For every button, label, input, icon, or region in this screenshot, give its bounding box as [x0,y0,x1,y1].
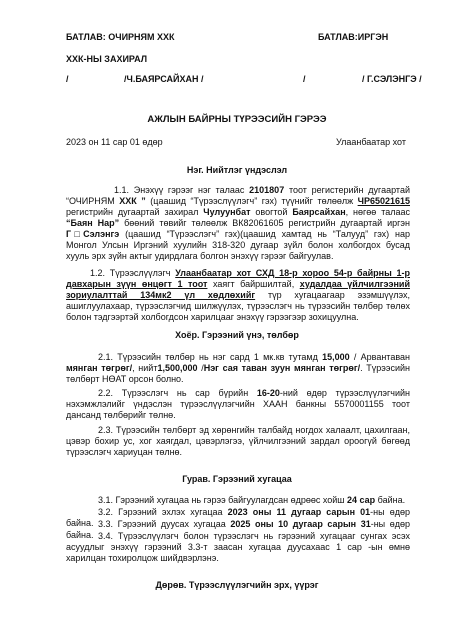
signature-right-name: / Г.СЭЛЭНГЭ / [362,74,422,84]
section-4-heading: Дөрөв. Түрээслүүлэгчийн эрх, үүрэг [155,580,319,590]
clause-3-4: 3.4. Түрээслүүлэгч болон түрээслэгч нь гэрээний хугацааг сунгах эсэх асуудлыг энэхүү гэрээний 3.3-т заасан хугацаа дуусахаас 1 сар -ын өмнө харилцан тохиролцож шийдвэрлэнэ. [66,531,410,563]
clause-1-1: 1.1. Энэхүү гэрээг нэг талаас 2101807 тоот регистерийн дугаартай “ОЧИРНЯМ ХХК ” (цаашид “Түрээслүүлэгч” гэх) түүнийг төлөөлж ЧР65021615 регистрийн дугаартай захирал Чулуунбат овогтой Баярсайхан, нөгөө талаас “Баян Нар” бөөний төвийг төлөөлж ВК82061605 регистрийн дугаартай иргэн Г□Сэлэнгэ (цаашид “Түрээслэгч” гэх)(цаашид хамтад нь “Талууд” гэх) нар Монгол Улсын Иргэний хуулийн 318-320 дугаар зүйл болон холбогдох бусад хууль эрх зүйн актыг удирдлага болгон энэхүү гэрээг байгуулав. [66,185,410,261]
section-1-heading: Нэг. Нийтлэг үндэслэл [186,165,288,175]
approve-right: БАТЛАВ:ИРГЭН [318,32,389,42]
contract-date: 2023 он 11 сар 01 өдөр [66,137,163,147]
clause-1-2: 1.2. Түрээслүүлэгч Улаанбаатар хот СХД 18-р хороо 54-р байрны 1-р давхарын зүүн өнцөгт 1 тоот хаягт байршилтай, худалдаа үйлчилгээний зориулалттай 134мк2 үл хөдлөхийг түр хугацаагаар эзэмшүүлэх, ашиглуулахаар, түрээслэгчид шилжүүлэх, түрээслэгч нь түрээсийн төлбөр төлөх болон тэдгээртэй холбогдсон харилцааг энэхүү гэрээгээр зохицуулна. [66,268,410,322]
clause-2-3: 2.3. Түрээсийн төлбөрт эд хөрөнгийн талбайд ногдох халаалт, цахилгаан, цэвэр бохир ус, хог хаягдал, цэвэрлэгээ, үйлчилгээний зардал ороогүй бөгөөд түрээслэгч хариуцан төлнө. [66,425,410,457]
clause-3-2: 3.2. Гэрээний эхлэх хугацаа 2023 оны 11 дугаар сарын 01-ны өдөр байна. [66,507,410,528]
signature-left-name: /Ч.БАЯРСАЙХАН / [124,74,204,84]
clause-2-2: 2.2. Түрээслэгч нь сар бүрийн 16-20-ний өдөр түрээслүүлэгчийн нэхэмжлэлийг үндэслэн түрээслүүлэгчийн ХААН банкны 5570001155 тоот дансанд төлбөрийг төлнө. [66,388,410,420]
signature-left-slash: / [66,74,69,84]
clause-3-1: 3.1. Гэрээний хугацаа нь гэрээ байгуулагдсан өдрөөс хойш 24 сар байна. [98,495,406,505]
document-title: АЖЛЫН БАЙРНЫ ТҮРЭЭСИЙН ГЭРЭЭ [147,114,327,125]
approve-left: БАТЛАВ: ОЧИРНЯМ ХХК [66,32,175,42]
section-3-heading: Гурав. Гэрээний хугацаа [182,474,292,484]
clause-3-3: 3.3. Гэрээний дуусах хугацаа 2025 оны 10 дугаар сарын 31-ны өдөр байна. [66,519,410,540]
clause-2-1: 2.1. Түрээсийн төлбөр нь нэг сард 1 мк.кв тутамд 15,000 / Арвантаван мянган төгрөг/, нийт1,500,000 /Нэг сая таван зуун мянган төгрөг/. Түрээсийн төлбөрт НӨАТ орсон болно. [66,352,411,384]
signature-right-slash: / [303,74,306,84]
section-2-heading: Хоёр. Гэрээний үнэ, төлбөр [175,330,299,340]
contract-place: Улаанбаатар хот [336,137,406,147]
director-title: ХХК-НЫ ЗАХИРАЛ [66,54,148,64]
